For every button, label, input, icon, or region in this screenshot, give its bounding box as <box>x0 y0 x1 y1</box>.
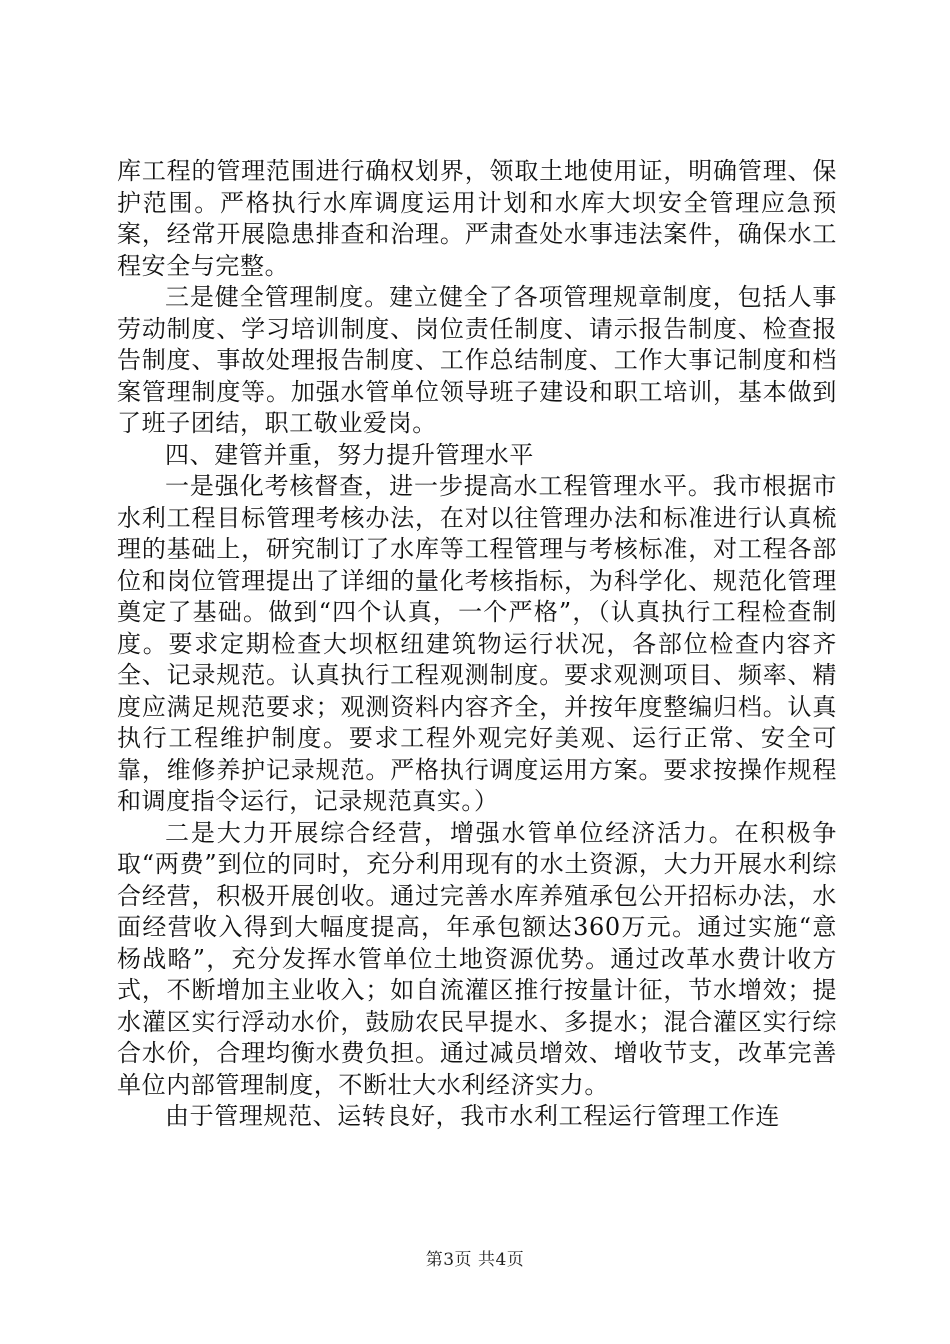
paragraph-management-system: 三是健全管理制度。建立健全了各项管理规章制度，包括人事劳动制度、学习培训制度、岗位责任制度、请示报告制度、检查报告制度、事故处理报告制度、工作总结制度、工作大事记制度和档案管理制度等。加强水管单位领导班子建设和职工培训，基本做到了班子团结，职工敬业爱岗。 <box>117 283 837 437</box>
paragraph-economy: 二是大力开展综合经营，增强水管单位经济活力。在积极争取“两费”到位的同时，充分利用现有的水土资源，大力开展水利综合经营，积极开展创收。通过完善水库养殖承包公开招标办法，水面经营收入得到大幅度提高，年承包额达360万元。通过实施“意杨战略”，充分发挥水管单位土地资源优势。通过改革水费计收方式，不断增加主业收入；如自流灌区推行按量计征，节水增效；提水灌区实行浮动水价，鼓励农民早提水、多提水；混合灌区实行综合水价，合理均衡水费负担。通过减员增效、增收节支，改革完善单位内部管理制度，不断壮大水利经济实力。 <box>117 818 837 1099</box>
paragraph-assessment: 一是强化考核督查，进一步提高水工程管理水平。我市根据市水利工程目标管理考核办法，在对以往管理办法和标准进行认真梳理的基础上，研究制订了水库等工程管理与考核标准，对工程各部位和岗位管理提出了详细的量化考核指标，为科学化、规范化管理奠定了基础。做到“四个认真，一个严格”，（认真执行工程检查制度。要求定期检查大坝枢纽建筑物运行状况，各部位检查内容齐全、记录规范。认真执行工程观测制度。要求观测项目、频率、精度应满足规范要求；观测资料内容齐全，并按年度整编归档。认真执行工程维护制度。要求工程外观完好美观、运行正常、安全可靠，维修养护记录规范。严格执行调度运用方案。要求按操作规程和调度指令运行，记录规范真实。） <box>117 472 837 815</box>
document-body <box>117 156 837 1133</box>
paragraph-conclusion: 由于管理规范、运转良好，我市水利工程运行管理工作连 <box>165 1102 780 1130</box>
page-number-footer: 第3页 共4页 <box>425 1250 525 1270</box>
section-heading: 四、建管并重，努力提升管理水平 <box>165 440 534 469</box>
paragraph-continuation: 库工程的管理范围进行确权划界，领取土地使用证，明确管理、保护范围。严格执行水库调度运用计划和水库大坝安全管理应急预案，经常开展隐患排查和治理。严肃查处水事违法案件，确保水工程安全与完整。 <box>117 157 837 280</box>
